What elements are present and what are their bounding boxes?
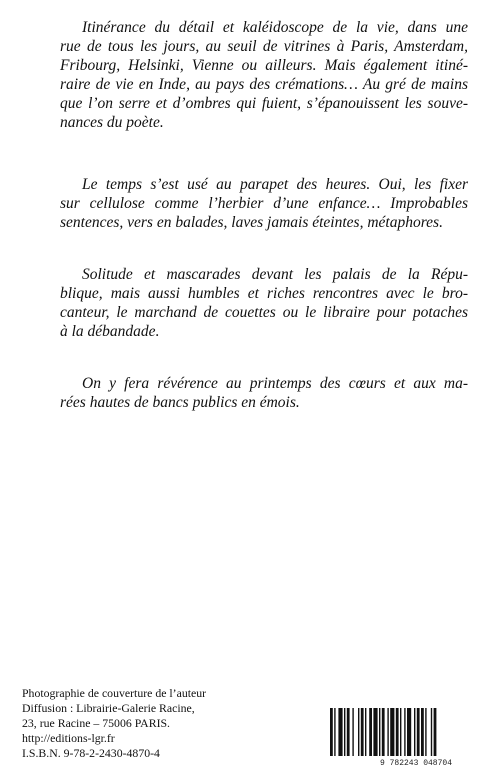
blurb-line: blique, mais aussi humbles et riches rencontres avec le bro- (60, 285, 468, 302)
blurb-line: rue de tous les jours, au seuil de vitrines à Paris, Amsterdam, (60, 38, 468, 55)
blurb-line: rées hautes de bancs publics en émois. (60, 394, 300, 411)
barcode-bar (365, 708, 366, 756)
blurb-line: Solitude et mascarades devant les palais de la Répu- (82, 266, 468, 283)
barcode-bar (417, 708, 420, 756)
blurb-paragraph-3 (60, 265, 468, 341)
blurb-line: sentences, vers en balades, laves jamais éteintes, métaphores. (60, 214, 443, 231)
blurb-line: canteur, le marchand de couettes ou le libraire pour potaches (60, 304, 468, 321)
isbn-barcode (322, 708, 500, 766)
publisher-colophon (22, 686, 206, 761)
barcode-bar (390, 708, 394, 756)
photo-credit: Photographie de couverture de l’auteur (22, 686, 207, 700)
barcode-bar (425, 708, 426, 756)
barcode-bars (330, 708, 436, 756)
barcode-bar (369, 708, 372, 756)
blurb-line: On y fera révérence au printemps des cœurs et aux ma- (82, 375, 468, 392)
barcode-bar (414, 708, 415, 756)
publisher-website: http://editions-lgr.fr (22, 731, 115, 745)
blurb-line: nances du poète. (60, 114, 164, 131)
barcode-bar (347, 708, 350, 756)
barcode-bar (407, 708, 411, 756)
barcode-bar (379, 708, 380, 756)
barcode-bar (404, 708, 405, 756)
blurb-line: Fribourg, Helsinki, Vienne ou ailleurs. Mais également itiné- (60, 57, 468, 74)
blurb-paragraph-1 (60, 18, 468, 132)
barcode-bar (387, 708, 388, 756)
barcode-bar (373, 708, 377, 756)
barcode-bar (382, 708, 385, 756)
blurb-line: que l’on serre et d’ombres qui fuient, s’épanouissent les souve- (60, 95, 468, 112)
barcode-bar (338, 708, 342, 756)
publisher-address: 23, rue Racine – 75006 PARIS. (22, 716, 171, 730)
barcode-bar (344, 708, 345, 756)
barcode-bar (330, 708, 333, 756)
isbn: I.S.B.N. 9-78-2-2430-4870-4 (22, 746, 160, 760)
barcode-bar (434, 708, 437, 756)
barcode-bar (431, 708, 432, 756)
barcode-bar (361, 708, 364, 756)
barcode-bar (358, 708, 359, 756)
distributor: Diffusion : Librairie-Galerie Racine, (22, 701, 195, 715)
blurb-line: sur cellulose comme l’herbier d’une enfance… Improbables (60, 195, 468, 212)
barcode-digits: 9 782243 048704 (379, 759, 453, 766)
barcode-bar (400, 708, 401, 756)
blurb-line: Itinérance du détail et kaléidoscope de la vie, dans une (82, 19, 468, 36)
barcode-bar (421, 708, 424, 756)
barcode-bar (334, 708, 335, 756)
blurb-paragraph-4 (60, 374, 468, 412)
blurb-line: à la débandade. (60, 323, 160, 340)
barcode-bar (352, 708, 353, 756)
blurb-paragraph-2 (60, 175, 468, 232)
blurb-line: raire de vie en Inde, au pays des crémations… Au gré de mains (60, 76, 468, 93)
blurb-line: Le temps s’est usé au parapet des heures. Oui, les fixer (82, 176, 468, 193)
barcode-bar (396, 708, 399, 756)
barcode-graphic (322, 708, 500, 766)
